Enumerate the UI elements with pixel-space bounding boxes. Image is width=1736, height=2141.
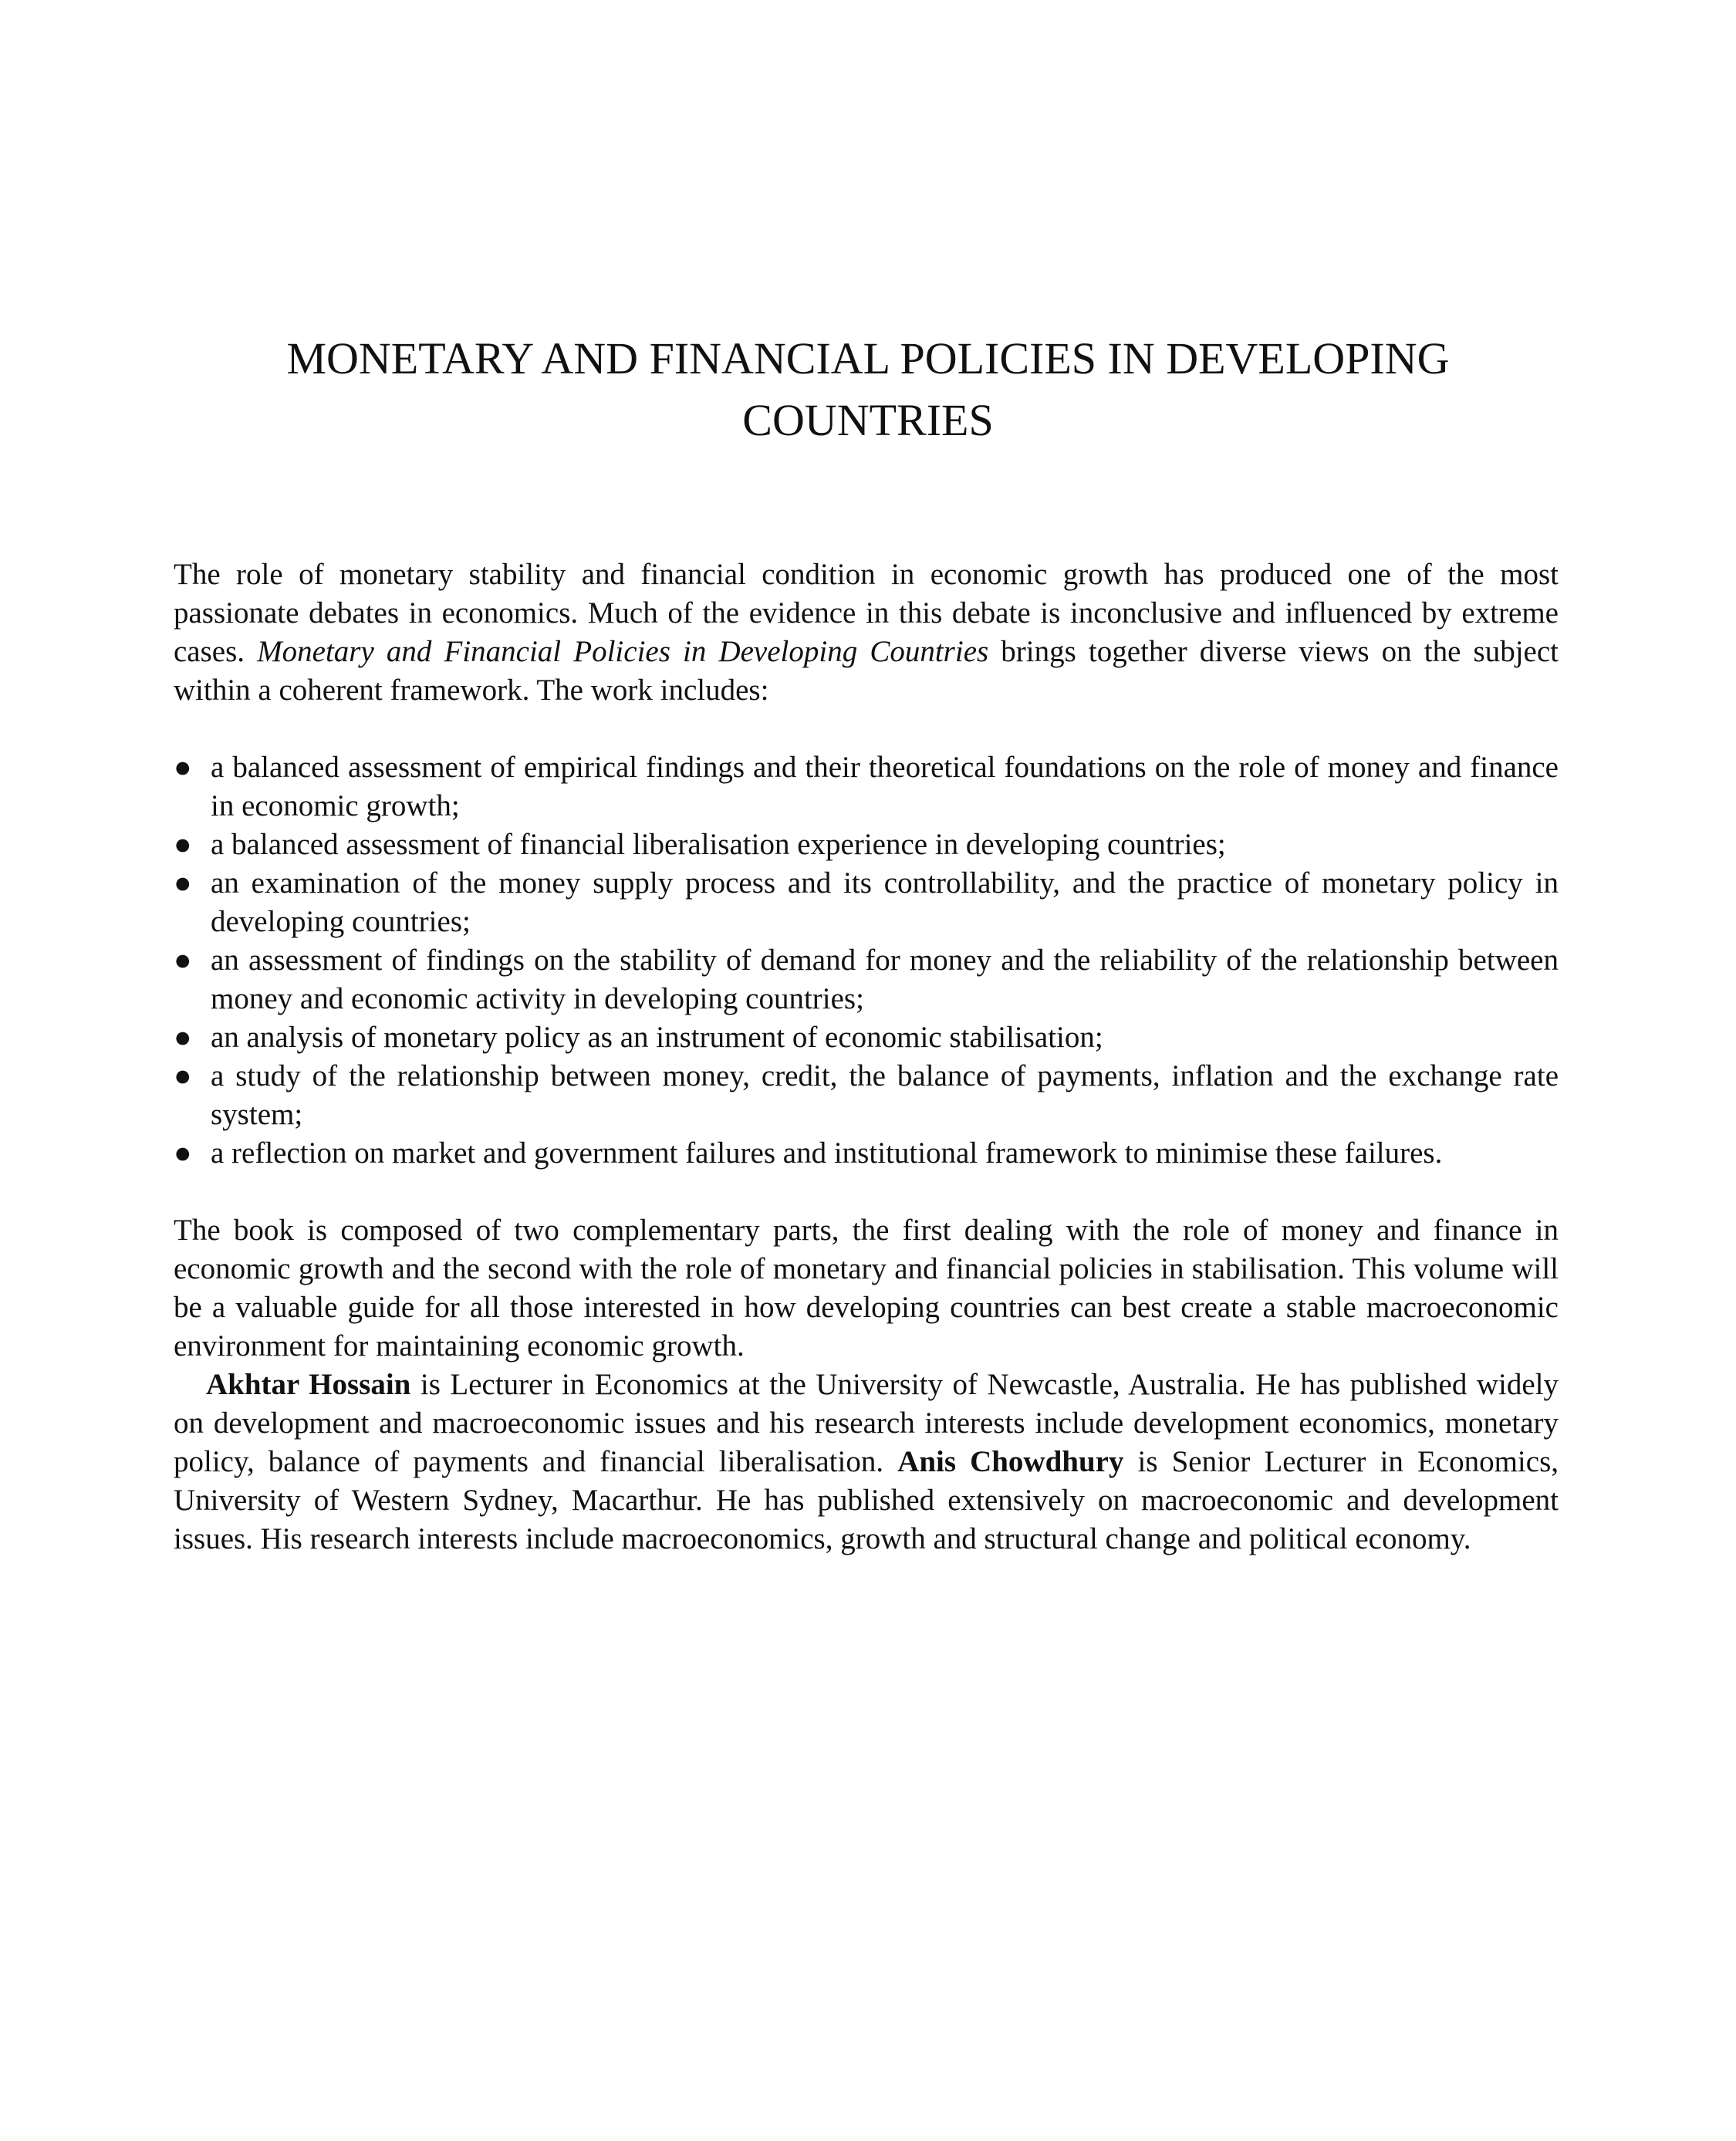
author-1-name: Akhtar Hossain — [206, 1368, 411, 1401]
list-item-text: an assessment of findings on the stability of demand for money and the reliability of the relationship between money and economic activity in developing countries; — [211, 944, 1559, 1015]
list-item — [174, 1018, 1559, 1057]
list-item — [174, 864, 1559, 941]
bullet-icon: ● — [174, 866, 192, 900]
list-item — [174, 748, 1559, 826]
summary-paragraph: The book is composed of two complementary parts, the first dealing with the role of money and finance in economic growth and the second with the role of monetary and financial policies in stabilisation. This volume will be a valuable guide for all those interested in how developing countries can best create a stable macroeconomic environment for maintaining economic growth. — [174, 1214, 1559, 1363]
bullet-icon: ● — [174, 1059, 192, 1092]
bullet-icon: ● — [174, 1136, 192, 1170]
list-item-text: an analysis of monetary policy as an instrument of economic stabilisation; — [211, 1021, 1103, 1054]
page-title — [174, 328, 1562, 451]
bullet-icon: ● — [174, 828, 192, 861]
list-item — [174, 941, 1559, 1018]
intro-paragraph — [174, 556, 1559, 710]
author-2-bio: is Senior Lecturer in Economics, University of Western Sydney, Macarthur. He has published extensively on macroeconomic and development issues. His research interests include macroeconomics, growth and structural change and political economy. — [174, 1445, 1559, 1555]
list-item-text: an examination of the money supply process and its controllability, and the practice of monetary policy in developing countries; — [211, 866, 1559, 938]
list-item-text: a study of the relationship between money, credit, the balance of payments, inflation and the exchange rate system; — [211, 1059, 1559, 1131]
list-item — [174, 1134, 1559, 1173]
book-title-italic: Monetary and Financial Policies in Developing Countries — [257, 635, 989, 668]
title-line-1: MONETARY AND FINANCIAL POLICIES IN DEVELOPING — [286, 333, 1450, 383]
bullet-icon: ● — [174, 944, 192, 977]
author-2-name: Anis Chowdhury — [897, 1445, 1124, 1478]
intro-text-start: The role of monetary stability and financial condition in economic growth has produced one of the most passionate debates in economics. Much of the evidence in this debate is inconclusive and influenced by extreme cases. — [174, 558, 1559, 668]
bullet-icon: ● — [174, 1021, 192, 1054]
title-line-2: COUNTRIES — [742, 395, 994, 445]
description-body — [174, 556, 1559, 1558]
list-item-text: a balanced assessment of empirical findings and their theoretical foundations on the role of money and finance in economic growth; — [211, 751, 1559, 822]
list-item — [174, 1057, 1559, 1134]
author-1-bio: is Lecturer in Economics at the University of Newcastle, Australia. He has published widely on development and macroeconomic issues and his research interests include development economics, monetary policy, balance of payments and financial liberalisation. — [174, 1368, 1559, 1478]
list-item-text: a balanced assessment of financial liberalisation experience in developing countries; — [211, 828, 1226, 861]
features-list — [174, 748, 1559, 1173]
authors-paragraph — [174, 1366, 1559, 1558]
intro-text-end: brings together diverse views on the subject within a coherent framework. The work includes: — [174, 635, 1559, 707]
list-item-text: a reflection on market and government failures and institutional framework to minimise these failures. — [211, 1136, 1443, 1170]
list-item — [174, 826, 1559, 864]
bullet-icon: ● — [174, 751, 192, 784]
